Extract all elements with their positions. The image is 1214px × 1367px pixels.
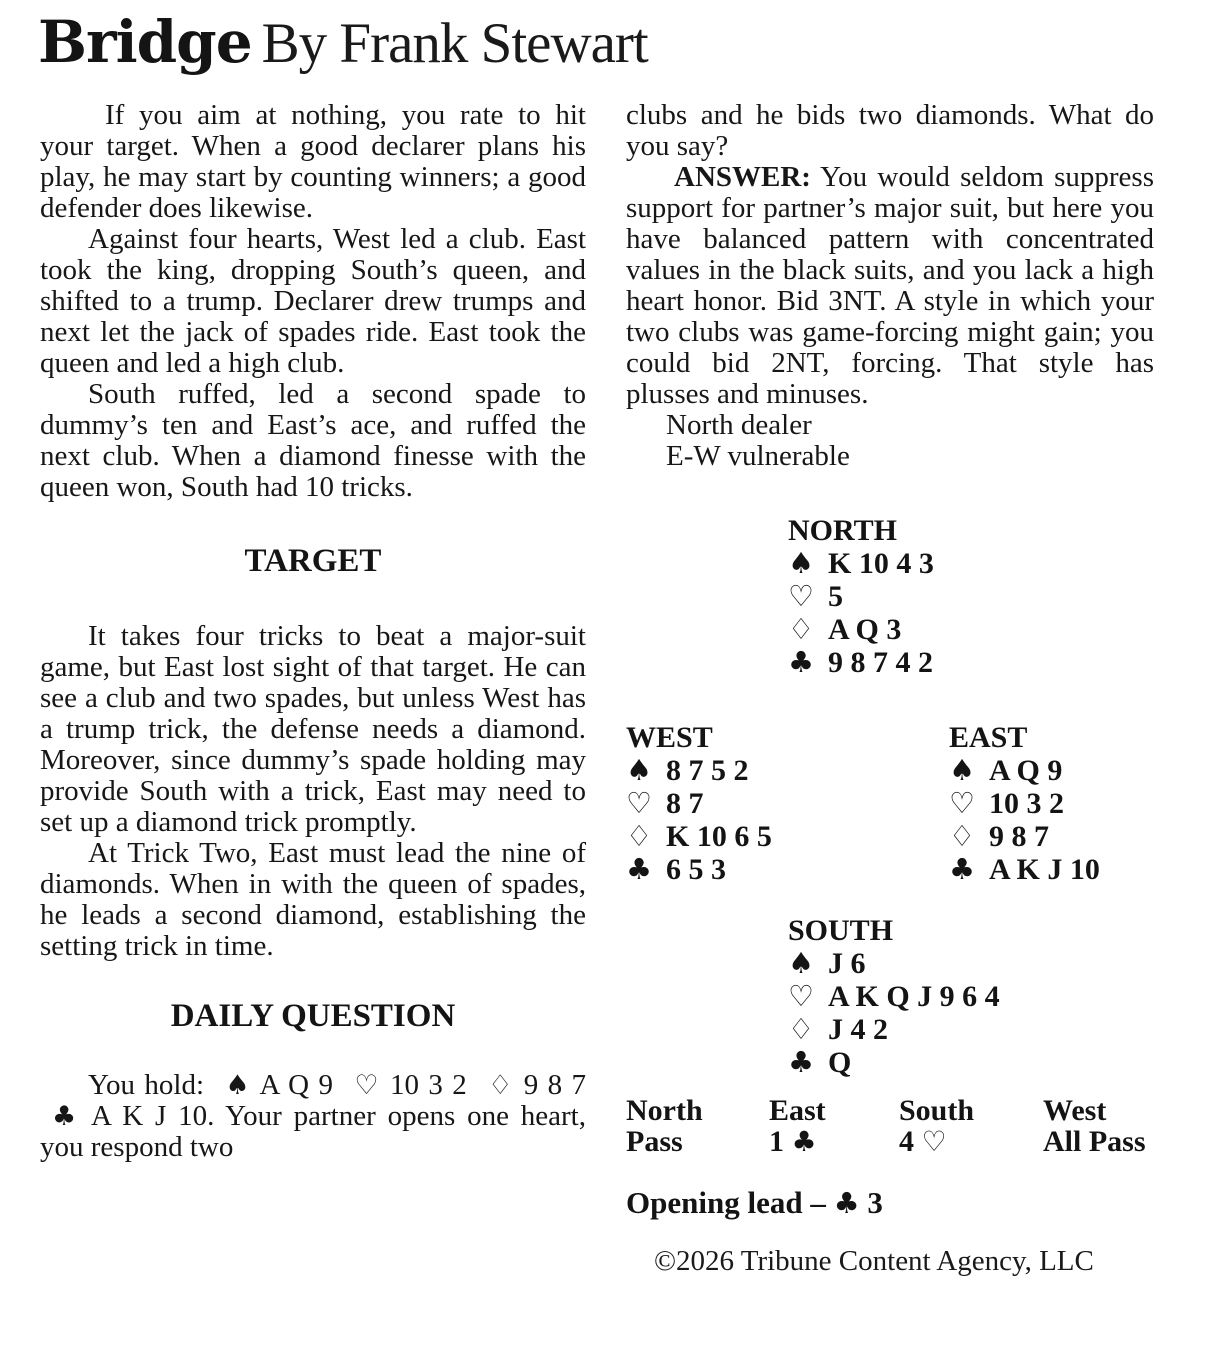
north-hearts-row: [788, 580, 1154, 613]
paragraph-question: clubs and he bids two diamonds. What do you say?: [626, 99, 1154, 162]
heart-icon: ♡: [788, 979, 814, 1013]
club-icon: ♣: [788, 1045, 814, 1079]
spade-icon: ♠: [626, 753, 652, 787]
bid-call-north: Pass: [626, 1125, 683, 1158]
north-clubs: 9 8 7 4 2: [828, 646, 933, 679]
diamond-icon: ♢: [788, 612, 814, 646]
copyright-line: ©2026 Tribune Content Agency, LLC: [654, 1245, 1094, 1277]
spade-icon: ♠: [788, 946, 814, 980]
north-spades-row: [788, 547, 1154, 580]
bid-call-south-level: 4: [899, 1125, 922, 1158]
south-diamonds-row: [788, 1013, 1154, 1046]
target-heading: TARGET: [244, 543, 382, 579]
west-east-row: [626, 721, 1154, 886]
south-spades: J 6: [828, 947, 866, 980]
east-diamonds-row: [949, 820, 1100, 853]
west-hearts: 8 7: [666, 787, 704, 820]
paragraph-target-1: It takes four tricks to beat a major-suit game, but East lost sight of that target. He can see a club and two spades, but unless West has a trump trick, the defense needs a diamond. Moreover, since dummy’s spade holding may provide South with a trick, East may need to set up a diamond trick promptly.: [40, 620, 586, 838]
vulnerable-line: E-W vulnerable: [666, 440, 850, 472]
south-clubs: Q: [828, 1046, 852, 1079]
east-diamonds: 9 8 7: [989, 820, 1049, 853]
south-hearts-row: [788, 980, 1154, 1013]
heart-icon: ♡: [949, 786, 975, 820]
paragraph-answer: [626, 162, 1154, 410]
club-icon: ♣: [949, 852, 975, 886]
spade-icon: ♠: [225, 1070, 252, 1101]
north-spades: K 10 4 3: [828, 547, 934, 580]
west-diamonds-row: [626, 820, 949, 853]
daily-question-heading: DAILY QUESTION: [170, 998, 456, 1034]
north-clubs-row: [788, 646, 1154, 679]
east-hearts: 10 3 2: [989, 787, 1064, 820]
paragraph-play-1: Against four hearts, West led a club. East took the king, dropping South’s queen, and shifted to a trump. Declarer drew trumps and next let the jack of spades ride. East took the queen and led a high club.: [40, 223, 586, 379]
south-clubs-row: [788, 1046, 1154, 1079]
left-column: [40, 100, 586, 1163]
west-clubs-row: [626, 853, 949, 886]
diamond-icon: ♢: [488, 1070, 515, 1101]
east-spades: A Q 9: [989, 754, 1063, 787]
south-diamonds: J 4 2: [828, 1013, 888, 1046]
paragraph-you-hold: [40, 1070, 586, 1163]
south-hearts: A K Q J 9 6 4: [828, 980, 1000, 1013]
bid-seat-west: West: [1043, 1094, 1107, 1127]
bid-call-east: [769, 1126, 899, 1157]
club-icon: ♣: [626, 852, 652, 886]
bid-call-east-level: 1: [769, 1125, 792, 1158]
bidding-table: [626, 1095, 1154, 1157]
bid-seat-north: North: [626, 1094, 703, 1127]
column-byline: By Frank Stewart: [261, 12, 648, 75]
diamond-icon: ♢: [626, 819, 652, 853]
bidding-header-row: [626, 1095, 1154, 1126]
club-icon: ♣: [791, 1125, 817, 1158]
bid-call-west: All Pass: [1043, 1125, 1146, 1158]
club-icon: ♣: [52, 1101, 81, 1132]
west-clubs: 6 5 3: [666, 853, 726, 886]
bid-seat-south: South: [899, 1094, 975, 1127]
heart-icon: ♡: [788, 579, 814, 613]
spade-icon: ♠: [788, 546, 814, 580]
opening-lead: [626, 1185, 1154, 1221]
you-hold-clubs: A K J 10: [91, 1100, 208, 1132]
west-hand-label: WEST: [626, 721, 713, 754]
answer-label: ANSWER:: [674, 161, 811, 193]
bid-seat-east: East: [769, 1094, 826, 1127]
north-hearts: 5: [828, 580, 843, 613]
dealer-line: North dealer: [666, 409, 812, 441]
west-spades: 8 7 5 2: [666, 754, 749, 787]
north-hand-label: NORTH: [788, 514, 897, 547]
you-hold-suffix: . Your partner opens one heart, you respond two: [40, 1100, 586, 1163]
paragraph-target-2: At Trick Two, East must lead the nine of diamonds. When in with the queen of spades, he leads a second diamond, establishing the setting trick in time.: [40, 837, 586, 962]
paragraph-intro: If you aim at nothing, you rate to hit your target. When a good declarer plans his play, he may start by counting winners; a good defender does likewise.: [40, 99, 586, 224]
heart-icon: ♡: [354, 1070, 381, 1101]
you-hold-diamonds: 9 8 7: [523, 1069, 587, 1101]
south-spades-row: [788, 947, 1154, 980]
paragraph-play-2: South ruffed, led a second spade to dummy’s ten and East’s ace, and ruffed the next club. When a diamond finesse with the queen won, South had 10 tricks.: [40, 378, 586, 503]
west-hearts-row: [626, 787, 949, 820]
south-hand: [788, 914, 1154, 1079]
club-icon: ♣: [788, 645, 814, 679]
masthead: [38, 8, 648, 76]
spade-icon: ♠: [949, 753, 975, 787]
east-clubs: A K J 10: [989, 853, 1100, 886]
you-hold-prefix: You hold:: [88, 1069, 205, 1101]
east-hearts-row: [949, 787, 1100, 820]
opening-lead-card: 3: [867, 1185, 883, 1220]
club-icon: ♣: [833, 1186, 860, 1220]
answer-text: You would seldom suppress support for partner’s major suit, but here you have balanced pattern with concentrated values in the black suits, and you lack a high heart honor. Bid 3NT. A style in which your two clubs was game-forcing might gain; you could bid 2NT, forcing. That style has plusses and minuses.: [626, 161, 1154, 410]
west-diamonds: K 10 6 5: [666, 820, 772, 853]
you-hold-hearts: 10 3 2: [390, 1069, 467, 1101]
heart-icon: ♡: [921, 1125, 947, 1158]
you-hold-spades: A Q 9: [259, 1069, 333, 1101]
bidding-calls-row: [626, 1126, 1154, 1157]
east-clubs-row: [949, 853, 1100, 886]
east-hand-label: EAST: [949, 721, 1028, 754]
bid-call-south: [899, 1126, 1043, 1157]
west-spades-row: [626, 754, 949, 787]
east-spades-row: [949, 754, 1100, 787]
north-hand: [788, 514, 1154, 679]
heart-icon: ♡: [626, 786, 652, 820]
diamond-icon: ♢: [788, 1012, 814, 1046]
column-title: Bridge: [38, 8, 252, 76]
south-hand-label: SOUTH: [788, 914, 894, 947]
opening-lead-label: Opening lead –: [626, 1185, 834, 1220]
north-diamonds: A Q 3: [828, 613, 902, 646]
north-diamonds-row: [788, 613, 1154, 646]
east-hand: [949, 721, 1100, 886]
diamond-icon: ♢: [949, 819, 975, 853]
west-hand: [626, 721, 949, 886]
right-column: [626, 100, 1154, 1277]
